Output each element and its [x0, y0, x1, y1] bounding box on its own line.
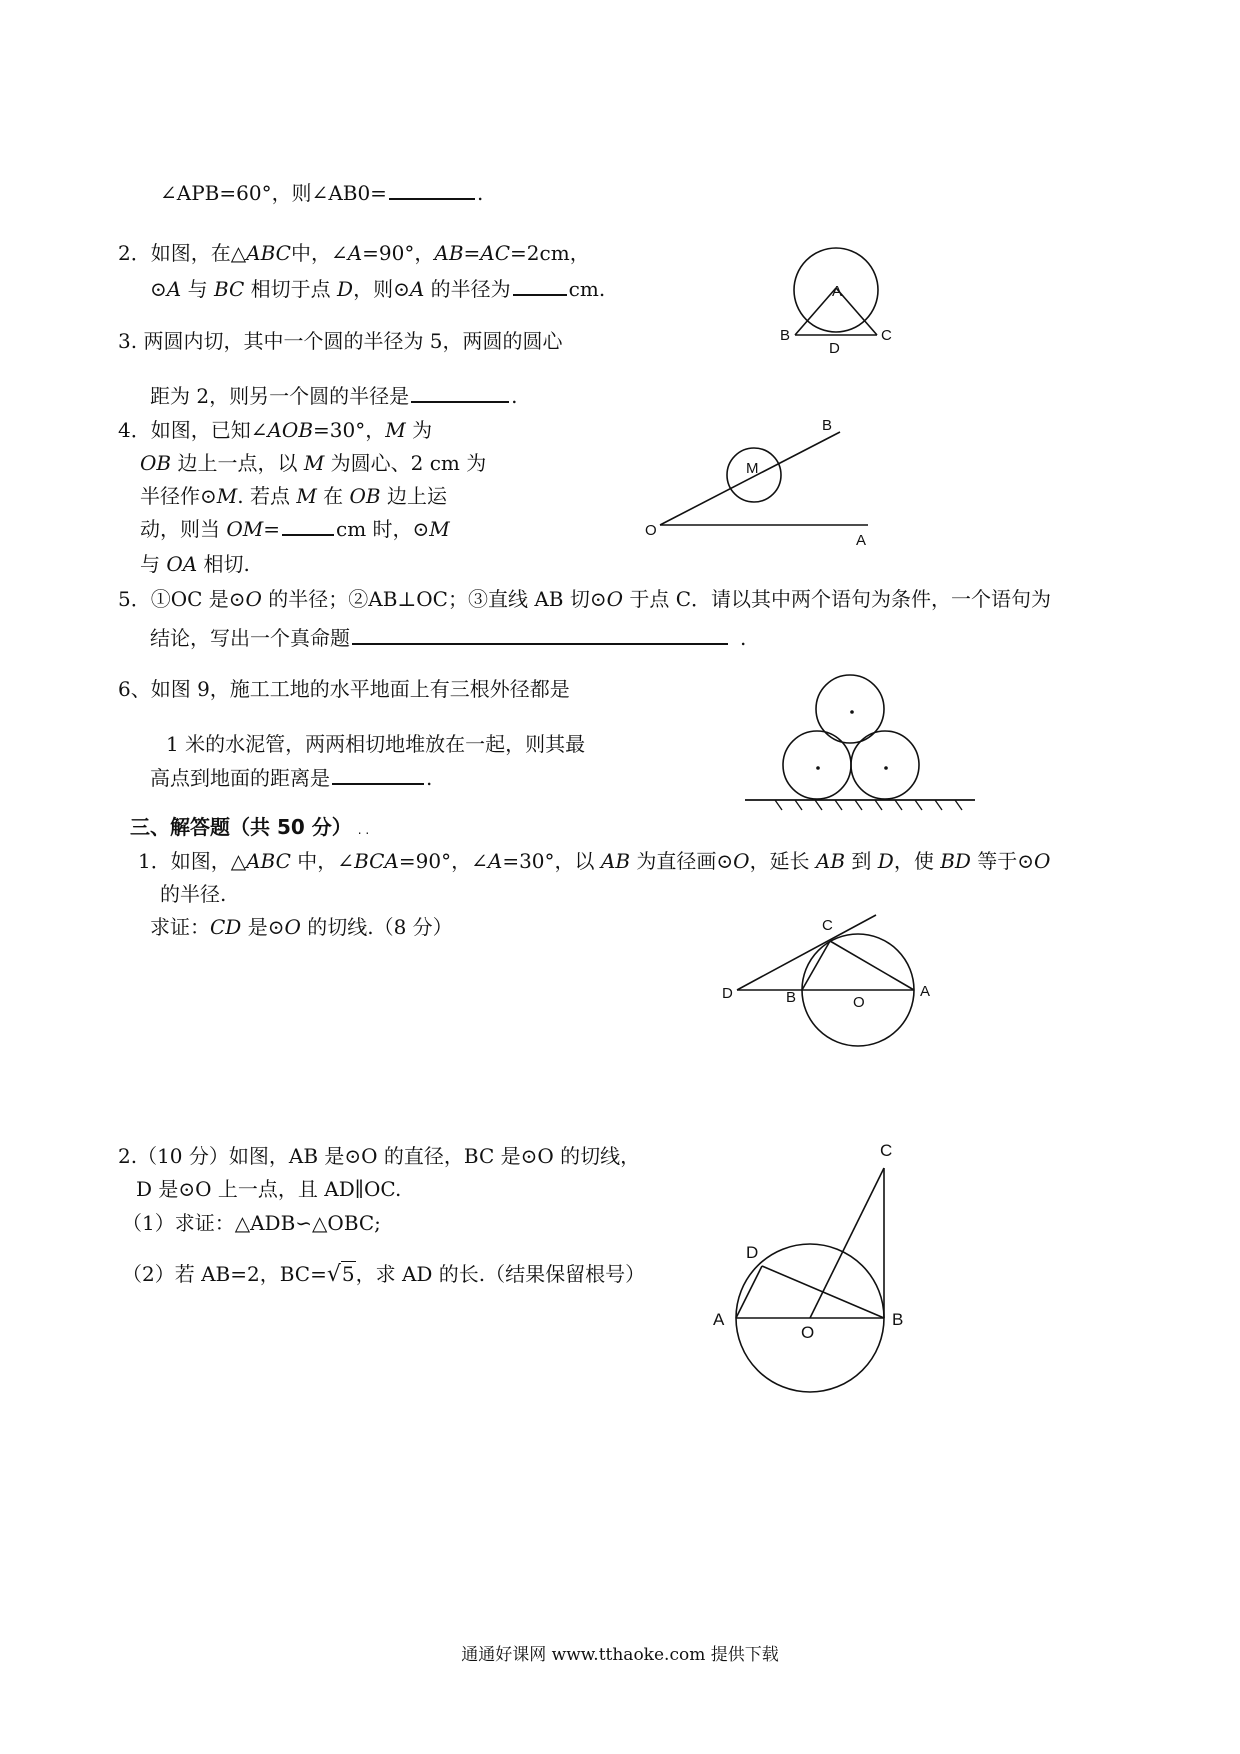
q4-line5: 与 OA 相切. — [140, 552, 250, 576]
q4-line1: 4．如图，已知∠AOB=30°，M 为 — [118, 418, 433, 442]
label-b: B — [892, 1310, 904, 1329]
q2-line2: ⊙A 与 BC 相切于点 D，则⊙A 的半径为 cm. — [150, 277, 606, 301]
p1-line2: 的半径. — [160, 882, 227, 906]
label-o: O — [801, 1323, 815, 1342]
pipe-right — [851, 731, 919, 799]
label-b: B — [822, 417, 833, 434]
figure-q2-circle-triangle — [780, 255, 900, 365]
p2-line1: 2.（10 分）如图，AB 是⊙O 的直径，BC 是⊙O 的切线， — [118, 1144, 641, 1168]
pipe-right-center — [884, 766, 888, 770]
segment-ca — [830, 941, 914, 990]
label-a: A — [856, 532, 867, 549]
ground-hatch — [775, 800, 962, 810]
label-d: D — [722, 985, 733, 1002]
q2-line1: 2．如图，在△ABC中，∠A=90°，AB=AC=2cm， — [118, 241, 590, 265]
label-b: B — [786, 989, 797, 1006]
p1-line3: 求证：CD 是⊙O 的切线.（8 分） — [150, 915, 453, 939]
answer-blank[interactable] — [332, 765, 424, 785]
label-a: A — [832, 283, 843, 300]
q6-line1: 6、如图 9，施工工地的水平地面上有三根外径都是 — [118, 677, 570, 701]
q3-line2: 距为 2，则另一个圆的半径是 . — [150, 384, 518, 408]
p1-line1: 1．如图，△ABC 中，∠BCA=90°，∠A=30°，以 AB 为直径画⊙O，延长 AB 到 D，使 BD 等于⊙O — [138, 849, 1051, 873]
answer-blank[interactable] — [352, 625, 728, 645]
pipe-left — [783, 731, 851, 799]
p2-line2: D 是⊙O 上一点，且 AD∥OC. — [136, 1177, 402, 1201]
label-d: D — [829, 340, 840, 357]
segment-db — [762, 1266, 884, 1318]
prev-question-tail: ∠APB=60°，则∠AB0= . — [160, 181, 484, 205]
q3-line1: 3. 两圆内切，其中一个圆的半径为 5，两圆的圆心 — [118, 329, 563, 353]
q4-line4: 动，则当 OM= cm 时，⊙M — [140, 517, 450, 541]
label-c: C — [822, 917, 833, 934]
figure-p1-tangent — [720, 905, 950, 1045]
label-d: D — [746, 1243, 759, 1262]
segment-bc — [802, 941, 830, 990]
answer-blank[interactable] — [282, 516, 334, 536]
answer-blank[interactable] — [411, 383, 509, 403]
p2-line4: （2）若 AB=2，BC=√5，求 AD 的长.（结果保留根号） — [122, 1262, 646, 1287]
answer-blank[interactable] — [389, 180, 475, 200]
section-title: 三、解答题（共 50 分） . . — [130, 815, 370, 839]
label-o: O — [645, 522, 657, 539]
q4-line3: 半径作⊙M. 若点 M 在 OB 边上运 — [140, 484, 447, 508]
q6-line3: 高点到地面的距离是 . — [150, 766, 433, 790]
label-c: C — [880, 1141, 893, 1160]
label-o: O — [853, 994, 865, 1011]
q6-line2: 1 米的水泥管，两两相切地堆放在一起，则其最 — [166, 732, 586, 756]
sqrt-arg: 5 — [341, 1262, 355, 1286]
label-a: A — [920, 983, 931, 1000]
pipe-top-center — [850, 710, 854, 714]
ray-ob — [660, 432, 840, 525]
segment-ac — [836, 288, 877, 335]
sqrt-sign: √ — [326, 1262, 341, 1287]
p2-line3: （1）求证：△ADB∽△OBC; — [122, 1211, 381, 1235]
figure-p2-circle-tangent — [705, 1130, 925, 1400]
page-footer: 通通好课网 www.tthaoke.com 提供下载 — [461, 1645, 779, 1665]
figure-q6-stacked-pipes — [740, 668, 980, 818]
q4-line2: OB 边上一点，以 M 为圆心、2 cm 为 — [140, 451, 487, 475]
label-c: C — [881, 327, 892, 344]
label-m: M — [746, 460, 759, 477]
segment-ab — [795, 288, 836, 335]
tangent-line — [737, 915, 876, 990]
label-b: B — [780, 327, 791, 344]
figure-q4-angle-circle — [640, 415, 880, 550]
q5-line1: 5．①OC 是⊙O 的半径；②AB⊥OC；③直线 AB 切⊙O 于点 C．请以其中两个语句为条件，一个语句为 — [118, 587, 1052, 611]
answer-blank[interactable] — [513, 276, 567, 296]
q5-line2: 结论，写出一个真命题 . — [150, 626, 747, 650]
segment-oc — [810, 1168, 884, 1318]
label-a: A — [713, 1310, 725, 1329]
pipe-left-center — [816, 766, 820, 770]
